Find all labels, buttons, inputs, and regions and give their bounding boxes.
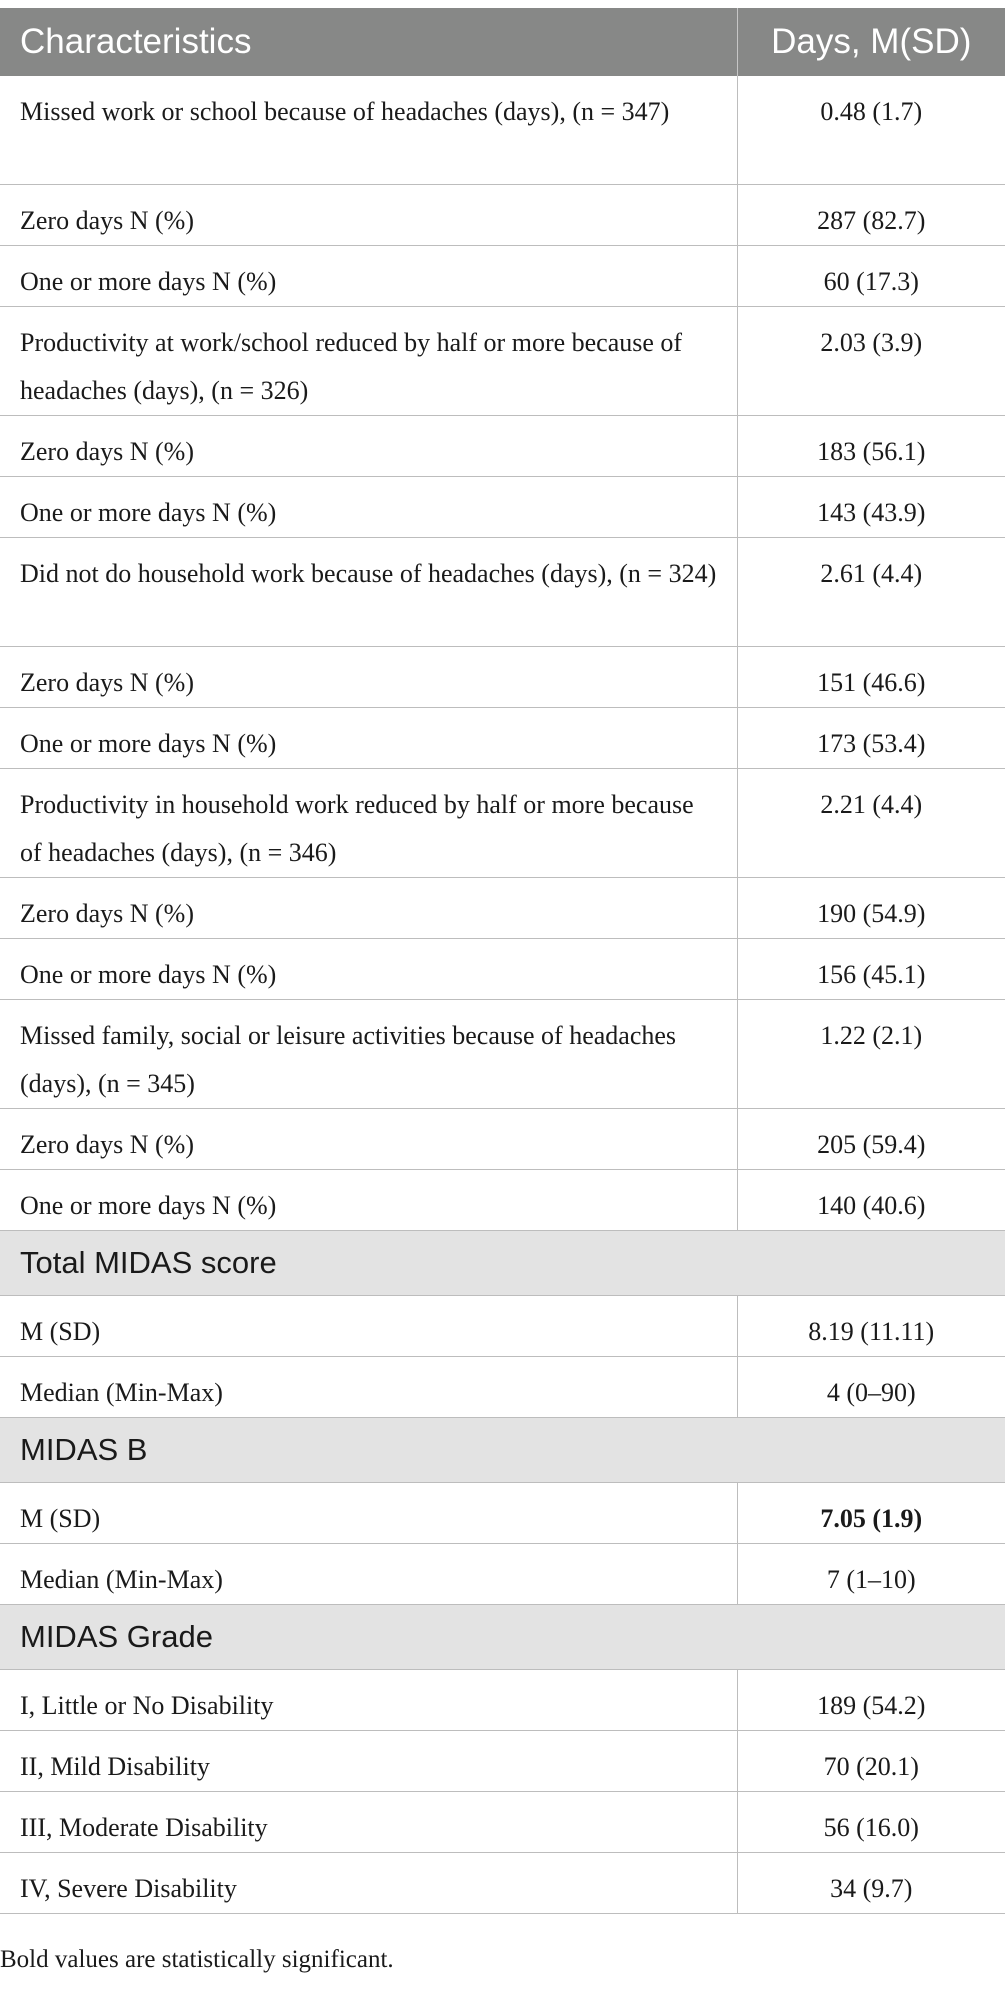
table-row (0, 1544, 1005, 1605)
row-value: 151 (46.6) (737, 647, 1005, 708)
table-row (0, 477, 1005, 538)
row-label: One or more days N (%) (0, 708, 737, 769)
header-days: Days, M(SD) (737, 8, 1005, 76)
row-value: 2.03 (3.9) (737, 307, 1005, 416)
table-row (0, 1731, 1005, 1792)
table-row (0, 416, 1005, 477)
row-value: 156 (45.1) (737, 939, 1005, 1000)
row-label: Zero days N (%) (0, 185, 737, 246)
section-label: Total MIDAS score (0, 1231, 737, 1296)
section-row (0, 1418, 1005, 1483)
row-label: Missed family, social or leisure activities because of headaches (days), (n = 345) (0, 1000, 737, 1109)
footnote: Bold values are statistically significant. (0, 1946, 394, 1973)
row-value: 60 (17.3) (737, 246, 1005, 307)
row-label: One or more days N (%) (0, 939, 737, 1000)
row-label: One or more days N (%) (0, 1170, 737, 1231)
header-row (0, 8, 1005, 76)
row-value: 173 (53.4) (737, 708, 1005, 769)
row-value: 7 (1–10) (737, 1544, 1005, 1605)
table-row (0, 307, 1005, 416)
row-label: Median (Min-Max) (0, 1357, 737, 1418)
header-characteristics: Characteristics (0, 8, 737, 76)
row-value: 143 (43.9) (737, 477, 1005, 538)
row-value: 56 (16.0) (737, 1792, 1005, 1853)
table-row (0, 246, 1005, 307)
row-value: 34 (9.7) (737, 1853, 1005, 1914)
section-blank-cell (737, 1418, 1005, 1483)
table-row (0, 1853, 1005, 1914)
row-value: 2.21 (4.4) (737, 769, 1005, 878)
row-label: One or more days N (%) (0, 246, 737, 307)
section-blank-cell (737, 1605, 1005, 1670)
table-row (0, 1109, 1005, 1170)
row-label: Zero days N (%) (0, 647, 737, 708)
row-value: 140 (40.6) (737, 1170, 1005, 1231)
table-row (0, 647, 1005, 708)
row-value: 287 (82.7) (737, 185, 1005, 246)
table-row (0, 939, 1005, 1000)
table-row (0, 1000, 1005, 1109)
row-label: Productivity in household work reduced by half or more because of headaches (days), (n = 346) (0, 769, 737, 878)
section-row (0, 1231, 1005, 1296)
table-row (0, 538, 1005, 647)
table-row (0, 76, 1005, 185)
midas-table (0, 8, 1005, 1914)
row-label: Zero days N (%) (0, 878, 737, 939)
row-label: One or more days N (%) (0, 477, 737, 538)
row-label: Productivity at work/school reduced by half or more because of headaches (days), (n = 326) (0, 307, 737, 416)
row-label: Zero days N (%) (0, 416, 737, 477)
row-label: II, Mild Disability (0, 1731, 737, 1792)
section-label: MIDAS B (0, 1418, 737, 1483)
table-body (0, 76, 1005, 1914)
row-label: III, Moderate Disability (0, 1792, 737, 1853)
row-label: M (SD) (0, 1483, 737, 1544)
table-row (0, 1296, 1005, 1357)
row-label: Median (Min-Max) (0, 1544, 737, 1605)
row-value: 70 (20.1) (737, 1731, 1005, 1792)
table-row (0, 708, 1005, 769)
section-label: MIDAS Grade (0, 1605, 737, 1670)
table-row (0, 1670, 1005, 1731)
table-row (0, 769, 1005, 878)
row-value: 8.19 (11.11) (737, 1296, 1005, 1357)
table-row (0, 185, 1005, 246)
section-blank-cell (737, 1231, 1005, 1296)
row-value: 7.05 (1.9) (737, 1483, 1005, 1544)
row-label: Zero days N (%) (0, 1109, 737, 1170)
row-label: Missed work or school because of headaches (days), (n = 347) (0, 76, 737, 185)
table-row (0, 1483, 1005, 1544)
row-label: I, Little or No Disability (0, 1670, 737, 1731)
table-row (0, 1792, 1005, 1853)
row-label: Did not do household work because of headaches (days), (n = 324) (0, 538, 737, 647)
row-value: 183 (56.1) (737, 416, 1005, 477)
row-value: 2.61 (4.4) (737, 538, 1005, 647)
row-value: 189 (54.2) (737, 1670, 1005, 1731)
row-value: 0.48 (1.7) (737, 76, 1005, 185)
row-value: 4 (0–90) (737, 1357, 1005, 1418)
table-row (0, 1170, 1005, 1231)
row-label: IV, Severe Disability (0, 1853, 737, 1914)
row-value: 205 (59.4) (737, 1109, 1005, 1170)
row-value: 190 (54.9) (737, 878, 1005, 939)
row-value: 1.22 (2.1) (737, 1000, 1005, 1109)
table-row (0, 1357, 1005, 1418)
row-label: M (SD) (0, 1296, 737, 1357)
table-row (0, 878, 1005, 939)
section-row (0, 1605, 1005, 1670)
